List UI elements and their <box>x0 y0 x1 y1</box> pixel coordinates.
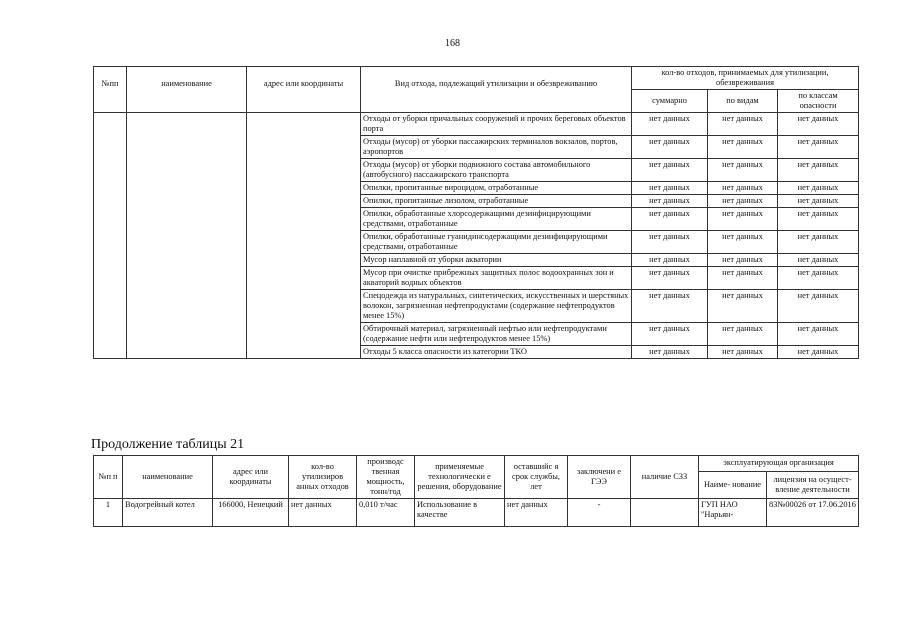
by-class-cell: нет данных <box>778 231 859 254</box>
total-cell: нет данных <box>632 231 708 254</box>
waste-table-continued <box>93 66 859 359</box>
header-waste-type: Вид отхода, подлежащий утилизации и обезвреживанию <box>361 67 632 113</box>
header-operator-name: Наиме- нование <box>699 471 767 498</box>
cell-address: 166000, Ненецкий <box>213 499 289 527</box>
by-type-cell: нет данных <box>708 231 778 254</box>
by-type-cell: нет данных <box>708 208 778 231</box>
by-type-cell: нет данных <box>708 290 778 323</box>
by-type-cell: нет данных <box>708 159 778 182</box>
by-class-cell: нет данных <box>778 113 859 136</box>
header-license: лицензия на осущест- вление деятельности <box>767 471 859 498</box>
header-service-life: оставшийс я срок службы, лет <box>505 456 568 499</box>
header-num: №п п <box>94 456 123 499</box>
total-cell: нет данных <box>632 254 708 267</box>
by-class-cell: нет данных <box>778 182 859 195</box>
total-cell: нет данных <box>632 346 708 359</box>
cell-license: 83№00026 от 17.06.2016 <box>767 499 859 527</box>
waste-type-cell: Опилки, пропитанные лизолом, отработанные <box>361 195 632 208</box>
header-operator-group: эксплуатирующая организация <box>699 456 859 472</box>
by-class-cell: нет данных <box>778 208 859 231</box>
total-cell: нет данных <box>632 323 708 346</box>
header-by-type: по видам <box>708 90 778 113</box>
by-type-cell: нет данных <box>708 323 778 346</box>
cell-capacity: 0,010 т/час <box>357 499 415 527</box>
page-number: 168 <box>445 38 460 49</box>
total-cell: нет данных <box>632 195 708 208</box>
by-type-cell: нет данных <box>708 136 778 159</box>
header-capacity: производс твенная мощность, тонн/год <box>357 456 415 499</box>
by-class-cell: нет данных <box>778 136 859 159</box>
total-cell: нет данных <box>632 290 708 323</box>
waste-type-cell: Отходы 5 класса опасности из категории ТКО <box>361 346 632 359</box>
by-type-cell: нет данных <box>708 346 778 359</box>
header-amount: кол-во утилизиров анных отходов <box>289 456 357 499</box>
header-address: адрес или координаты <box>247 67 361 113</box>
header-address: адрес или координаты <box>213 456 289 499</box>
by-class-cell: нет данных <box>778 290 859 323</box>
header-gee: заключени е ГЭЭ <box>568 456 631 499</box>
total-cell: нет данных <box>632 208 708 231</box>
cell-amount: нет данных <box>289 499 357 527</box>
header-amount-group: кол-во отходов, принимаемых для утилизации, обезвреживания <box>632 67 859 90</box>
by-class-cell: нет данных <box>778 323 859 346</box>
table-caption: Продолжение таблицы 21 <box>91 437 245 452</box>
header-num: №пп <box>94 67 127 113</box>
facility-table <box>93 455 859 527</box>
waste-type-cell: Опилки, пропитанные вироцидом, отработанные <box>361 182 632 195</box>
by-type-cell: нет данных <box>708 182 778 195</box>
cell-name: Водогрейный котел <box>123 499 213 527</box>
cell-tech: Использование в качестве <box>415 499 505 527</box>
waste-type-cell: Мусор при очистке прибрежных защитных полос водоохранных зон и акваторий водных объектов <box>361 267 632 290</box>
header-name: наименование <box>123 456 213 499</box>
total-cell: нет данных <box>632 113 708 136</box>
by-class-cell: нет данных <box>778 159 859 182</box>
header-by-class: по классам опасности <box>778 90 859 113</box>
waste-type-cell: Опилки, обработанные хлорсодержащими дезинфицирующими средствами, отработанные <box>361 208 632 231</box>
cell-operator-name: ГУП НАО "Нарьян- <box>699 499 767 527</box>
header-total: суммарно <box>632 90 708 113</box>
by-type-cell: нет данных <box>708 267 778 290</box>
cell-name <box>127 113 247 359</box>
waste-type-cell: Отходы (мусор) от уборки пассажирских терминалов вокзалов, портов, аэропортов <box>361 136 632 159</box>
by-type-cell: нет данных <box>708 254 778 267</box>
waste-type-cell: Опилки, обработанные гуанидинсодержащими дезинфицирующими средствами, отработанные <box>361 231 632 254</box>
waste-type-cell: Отходы (мусор) от уборки подвижного состава автомобильного (автобусного) пассажирского транспорта <box>361 159 632 182</box>
by-type-cell: нет данных <box>708 113 778 136</box>
total-cell: нет данных <box>632 136 708 159</box>
cell-service-life: нет данных <box>505 499 568 527</box>
waste-type-cell: Спецодежда из натуральных, синтетических, искусственных и шерстяных волокон, загрязненная нефтепродуктами (содержание нефтепродуктов менее 15%) <box>361 290 632 323</box>
table-row <box>94 113 859 136</box>
total-cell: нет данных <box>632 159 708 182</box>
total-cell: нет данных <box>632 182 708 195</box>
cell-num: 1 <box>94 499 123 527</box>
by-class-cell: нет данных <box>778 267 859 290</box>
table-row <box>94 499 859 527</box>
cell-address <box>247 113 361 359</box>
waste-type-cell: Обтирочный материал, загрязненный нефтью или нефтепродуктами (содержание нефти или нефтепродуктов менее 15%) <box>361 323 632 346</box>
header-tech: применяемые технологически е решения, оборудование <box>415 456 505 499</box>
waste-type-cell: Мусор наплавной от уборки акватории <box>361 254 632 267</box>
header-name: наименование <box>127 67 247 113</box>
total-cell: нет данных <box>632 267 708 290</box>
cell-gee: - <box>568 499 631 527</box>
waste-type-cell: Отходы от уборки причальных сооружений и прочих береговых объектов порта <box>361 113 632 136</box>
cell-szz <box>631 499 699 527</box>
by-class-cell: нет данных <box>778 346 859 359</box>
cell-num <box>94 113 127 359</box>
by-type-cell: нет данных <box>708 195 778 208</box>
by-class-cell: нет данных <box>778 195 859 208</box>
header-szz: наличие СЗЗ <box>631 456 699 499</box>
by-class-cell: нет данных <box>778 254 859 267</box>
